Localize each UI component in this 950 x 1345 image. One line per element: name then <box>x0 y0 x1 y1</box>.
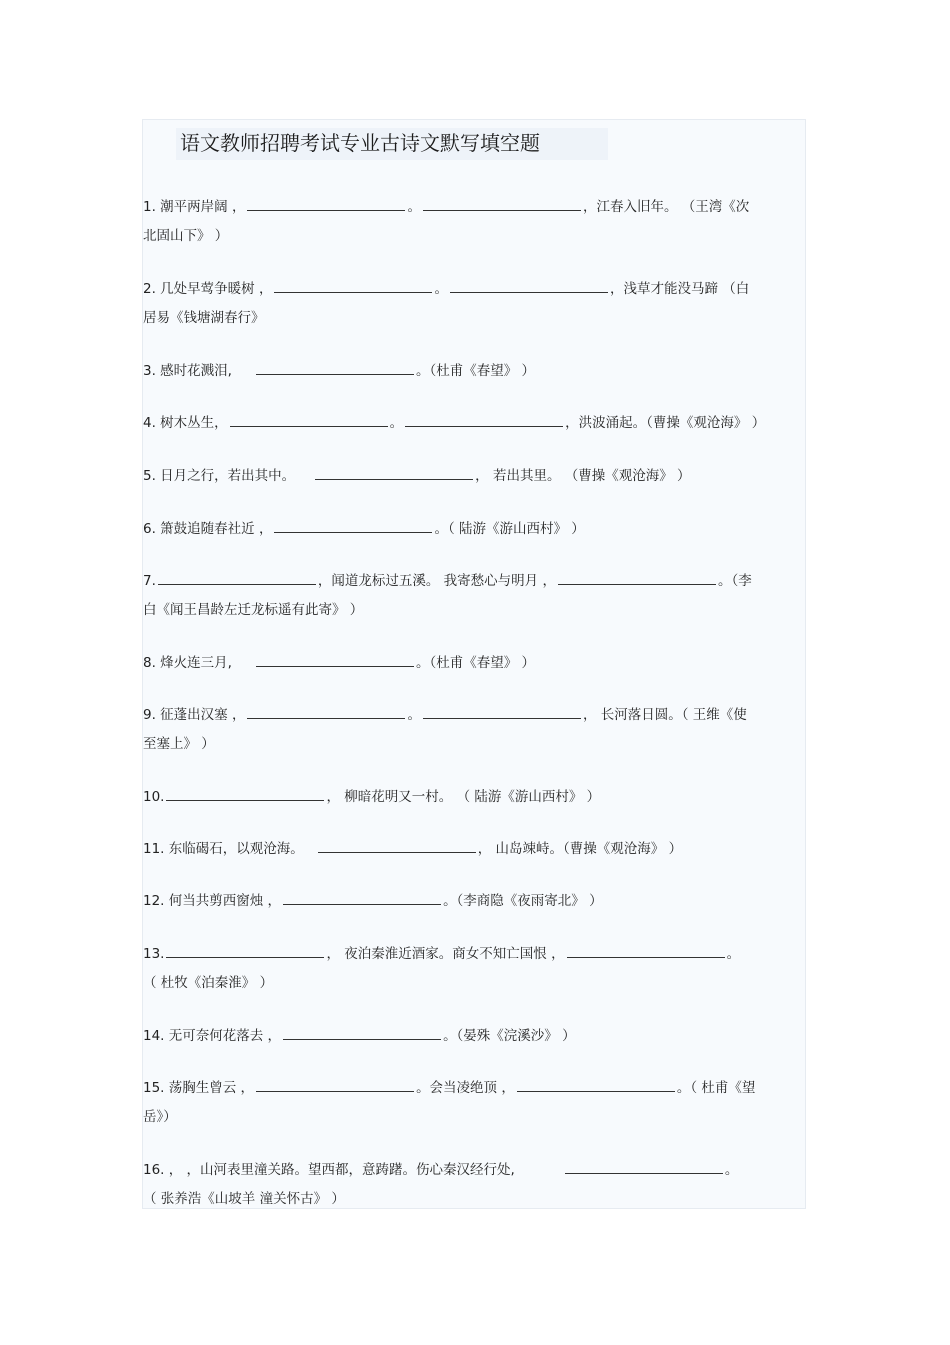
question-text: ， 山岛竦峙。（曹操《观沧海》 ） <box>477 841 683 857</box>
question-text: 5. 日月之行，若出其中。 <box>143 468 296 484</box>
question-text: 。会当凌绝顶 ， <box>416 1080 515 1096</box>
question-text: 10. <box>143 789 165 805</box>
answer-blank[interactable] <box>283 890 441 905</box>
question-text: ，江春入旧年。 （王湾《次 <box>582 199 750 215</box>
question-4 <box>143 409 807 438</box>
question-text: 8. 烽火连三月, <box>143 655 232 671</box>
question-text: ， 夜泊秦淮近酒家。商女不知亡国恨 ， <box>326 946 565 962</box>
question-text: 12. 何当共剪西窗烛 ， <box>143 893 282 909</box>
question-text: 2. 几处早莺争暖树 ， <box>143 281 273 297</box>
question-text: 。 <box>407 707 421 723</box>
question-text: 。 <box>407 199 421 215</box>
question-15 <box>143 1074 807 1132</box>
question-text: 岳》） <box>143 1109 177 1125</box>
question-text: 。（ 陆游《游山西村》 ） <box>434 521 585 537</box>
question-text: 。 <box>724 1162 739 1178</box>
question-text: 7. <box>143 573 156 589</box>
question-text: ，闻道龙标过五溪。 我寄愁心与明月 ， <box>317 573 556 589</box>
answer-blank[interactable] <box>166 943 324 958</box>
question-text: 。（ 杜甫《望 <box>676 1080 756 1096</box>
question-text: ，洪波涌起。（曹操《观沧海》 ） <box>565 415 766 431</box>
question-text: 。 <box>434 281 448 297</box>
answer-blank[interactable] <box>318 838 476 853</box>
question-text: 15. 荡胸生曾云 ， <box>143 1080 255 1096</box>
question-text: 9. 征蓬出汉塞 ， <box>143 707 246 723</box>
question-11 <box>143 835 807 864</box>
question-text: 。（杜甫《春望》 ） <box>415 655 536 671</box>
answer-blank[interactable] <box>274 518 432 533</box>
question-8 <box>143 649 807 678</box>
question-text: ，浅草才能没马蹄 （白 <box>609 281 750 297</box>
question-text: 居易《钱塘湖春行》 <box>143 310 265 326</box>
question-3 <box>143 357 807 386</box>
answer-blank[interactable] <box>230 412 388 427</box>
question-text: 16. ， ，山河表里潼关路。望西都，意踌躇。伤心秦汉经行处, <box>143 1162 515 1178</box>
question-text: 白《闻王昌龄左迁龙标遥有此寄》 ） <box>143 602 364 618</box>
answer-blank[interactable] <box>423 196 581 211</box>
question-12 <box>143 887 807 916</box>
question-text: ， 若出其里。 （曹操《观沧海》 ） <box>475 468 691 484</box>
question-text: 北固山下》 ） <box>143 228 229 244</box>
question-text: 。 <box>389 415 404 431</box>
question-14 <box>143 1022 807 1051</box>
question-13 <box>143 940 807 998</box>
question-2 <box>143 275 807 333</box>
answer-blank[interactable] <box>423 704 581 719</box>
question-text: 。（晏殊《浣溪沙》 ） <box>443 1028 576 1044</box>
question-text: （ 张养浩《山坡羊 潼关怀古》 ） <box>143 1191 345 1207</box>
answer-blank[interactable] <box>558 570 716 585</box>
question-text: ， 长河落日圆。（ 王维《使 <box>582 707 747 723</box>
question-text: 1. 潮平两岸阔 ， <box>143 199 246 215</box>
answer-blank[interactable] <box>247 196 405 211</box>
question-6 <box>143 515 807 544</box>
question-text: 。（李 <box>717 573 752 589</box>
question-text: 。（李商隐《夜雨寄北》 ） <box>443 893 603 909</box>
question-text: ， 柳暗花明又一村。 （ 陆游《游山西村》 ） <box>326 789 601 805</box>
question-10 <box>143 783 807 812</box>
answer-blank[interactable] <box>274 278 432 293</box>
question-text: 至塞上》 ） <box>143 736 215 752</box>
answer-blank[interactable] <box>283 1025 441 1040</box>
question-5 <box>143 462 807 491</box>
question-text: （ 杜牧《泊秦淮》 ） <box>143 975 274 991</box>
answer-blank[interactable] <box>247 704 405 719</box>
question-7 <box>143 567 807 625</box>
question-text: 4. 树木丛生， <box>143 415 228 431</box>
question-16 <box>143 1156 807 1214</box>
answer-blank[interactable] <box>256 360 414 375</box>
answer-blank[interactable] <box>450 278 608 293</box>
page-title: 语文教师招聘考试专业古诗文默写填空题 <box>180 131 540 155</box>
answer-blank[interactable] <box>315 465 473 480</box>
question-text: 6. 箫鼓追随春社近 ， <box>143 521 273 537</box>
answer-blank[interactable] <box>567 943 725 958</box>
question-text: 。 <box>726 946 741 962</box>
answer-blank[interactable] <box>256 1077 414 1092</box>
answer-blank[interactable] <box>405 412 563 427</box>
answer-blank[interactable] <box>517 1077 675 1092</box>
question-text: 11. 东临碣石，以观沧海。 <box>143 841 304 857</box>
question-9 <box>143 701 807 759</box>
question-text: 3. 感时花溅泪, <box>143 363 232 379</box>
answer-blank[interactable] <box>565 1159 723 1174</box>
answer-blank[interactable] <box>166 786 324 801</box>
question-text: 。（杜甫《春望》 ） <box>415 363 536 379</box>
answer-blank[interactable] <box>256 652 414 667</box>
question-text: 13. <box>143 946 165 962</box>
answer-blank[interactable] <box>158 570 316 585</box>
question-1 <box>143 193 807 251</box>
question-text: 14. 无可奈何花落去 ， <box>143 1028 282 1044</box>
